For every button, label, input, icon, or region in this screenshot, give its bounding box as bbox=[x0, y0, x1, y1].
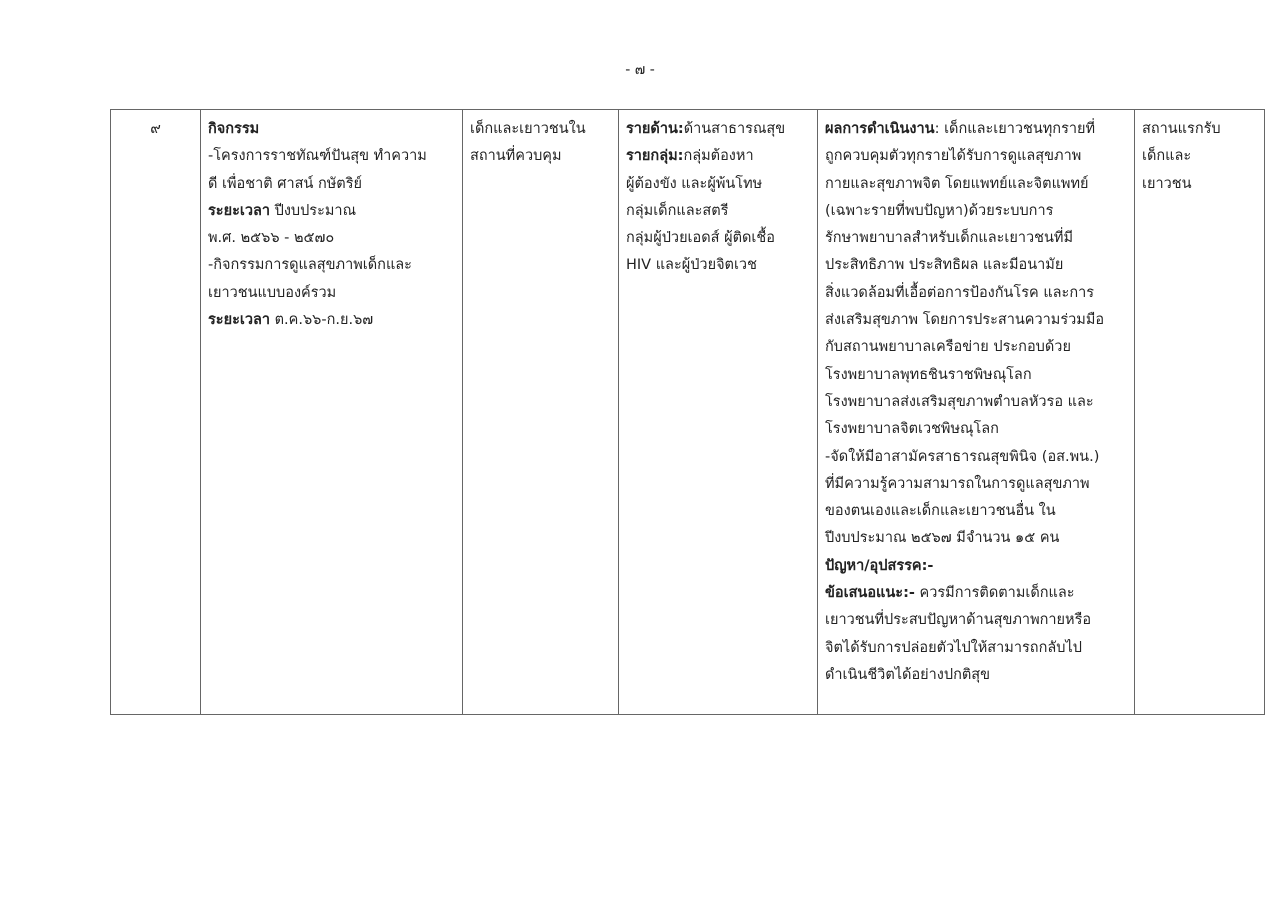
result-line: ที่มีความรู้ความสามารถในการดูแลสุขภาพ bbox=[825, 475, 1090, 492]
row-number: ๙ bbox=[150, 121, 161, 137]
activity-line: พ.ศ. ๒๕๖๖ - ๒๕๗๐ bbox=[208, 230, 335, 247]
suggestion-line bbox=[825, 580, 1127, 607]
problem-label: ปัญหา/อุปสรรค:- bbox=[825, 557, 934, 574]
result-line: ประสิทธิภาพ ประสิทธิผล และมีอนามัย bbox=[825, 257, 1064, 274]
aspect-label: รายด้าน: bbox=[626, 121, 684, 137]
result-line: กายและสุขภาพจิต โดยแพทย์และจิตแพทย์ bbox=[825, 175, 1089, 192]
result-line: เยาวชนที่ประสบปัญหาด้านสุขภาพกายหรือ bbox=[825, 612, 1092, 629]
activity-heading: กิจกรรม bbox=[208, 121, 260, 137]
period-value: ปีงบประมาณ bbox=[270, 202, 357, 219]
target-line: เด็กและเยาวชนใน bbox=[470, 121, 586, 137]
group-line: กลุ่มผู้ป่วยเอดส์ ผู้ติดเชื้อ bbox=[626, 230, 775, 247]
target-cell bbox=[463, 110, 619, 715]
result-line: ดำเนินชีวิตได้อย่างปกติสุข bbox=[825, 666, 991, 683]
place-line: สถานแรกรับ bbox=[1142, 121, 1221, 137]
place-cell bbox=[1135, 110, 1265, 715]
activity-period-line bbox=[208, 307, 455, 334]
period-value: ต.ค.๖๖-ก.ย.๖๗ bbox=[270, 312, 374, 329]
group-cell bbox=[619, 110, 818, 715]
row-number-cell bbox=[111, 110, 201, 715]
result-line: โรงพยาบาลส่งเสริมสุขภาพตำบลหัวรอ และ bbox=[825, 393, 1094, 410]
result-line: จิตได้รับการปล่อยตัวไปให้สามารถกลับไป bbox=[825, 639, 1082, 656]
place-line: เด็กและ bbox=[1142, 148, 1192, 165]
period-label: ระยะเวลา bbox=[208, 202, 270, 219]
activity-line: เยาวชนแบบองค์รวม bbox=[208, 284, 337, 301]
activity-line: -โครงการราชทัณฑ์ปันสุข ทำความ bbox=[208, 148, 427, 165]
period-label: ระยะเวลา bbox=[208, 312, 270, 329]
group-line: กลุ่มเด็กและสตรี bbox=[626, 202, 729, 219]
group-line bbox=[626, 143, 810, 170]
table-row bbox=[111, 110, 1265, 715]
group-label: รายกลุ่ม: bbox=[626, 148, 684, 165]
result-line: -จัดให้มีอาสามัครสาธารณสุขพินิจ (อส.พน.) bbox=[825, 448, 1100, 465]
suggestion-label: ข้อเสนอแนะ:- bbox=[825, 585, 915, 602]
result-line: กับสถานพยาบาลเครือข่าย ประกอบด้วย bbox=[825, 339, 1071, 356]
result-line: โรงพยาบาลพุทธชินราชพิษณุโลก bbox=[825, 366, 1032, 383]
result-line: ถูกควบคุมตัวทุกรายได้รับการดูแลสุขภาพ bbox=[825, 148, 1082, 165]
result-label: ผลการดำเนินงาน bbox=[825, 121, 935, 137]
result-cell bbox=[818, 110, 1135, 715]
result-line: (เฉพาะรายที่พบปัญหา)ด้วยระบบการ bbox=[825, 202, 1054, 219]
place-line: เยาวชน bbox=[1142, 175, 1192, 192]
result-line: ของตนเองและเด็กและเยาวชนอื่น ใน bbox=[825, 503, 1056, 520]
result-line bbox=[825, 116, 1127, 143]
result-line: สิ่งแวดล้อมที่เอื้อต่อการป้องกันโรค และการ bbox=[825, 284, 1095, 301]
result-line: ปีงบประมาณ ๒๕๖๗ มีจำนวน ๑๕ คน bbox=[825, 530, 1060, 547]
activity-line: ดี เพื่อชาติ ศาสน์ กษัตริย์ bbox=[208, 175, 363, 192]
report-table bbox=[110, 109, 1265, 715]
result-line: รักษาพยาบาลสำหรับเด็กและเยาวชนที่มี bbox=[825, 230, 1074, 247]
activity-period-line bbox=[208, 198, 455, 225]
result-line: ส่งเสริมสุขภาพ โดยการประสานความร่วมมือ bbox=[825, 312, 1105, 329]
aspect-value: ด้านสาธารณสุข bbox=[683, 121, 786, 137]
result-line: โรงพยาบาลจิตเวชพิษณุโลก bbox=[825, 421, 999, 438]
target-line: สถานที่ควบคุม bbox=[470, 148, 562, 165]
activity-cell bbox=[201, 110, 463, 715]
group-line: HIV และผู้ป่วยจิตเวช bbox=[626, 257, 757, 274]
page-number: - ๗ - bbox=[625, 62, 655, 78]
group-line: ผู้ต้องขัง และผู้พ้นโทษ bbox=[626, 175, 763, 192]
suggestion-value: ควรมีการติดตามเด็กและ bbox=[914, 585, 1075, 602]
group-value: กลุ่มต้องหา bbox=[683, 148, 754, 165]
result-value: : เด็กและเยาวชนทุกรายที่ bbox=[934, 121, 1096, 137]
aspect-line bbox=[626, 116, 810, 143]
activity-line: -กิจกรรมการดูแลสุขภาพเด็กและ bbox=[208, 257, 412, 274]
